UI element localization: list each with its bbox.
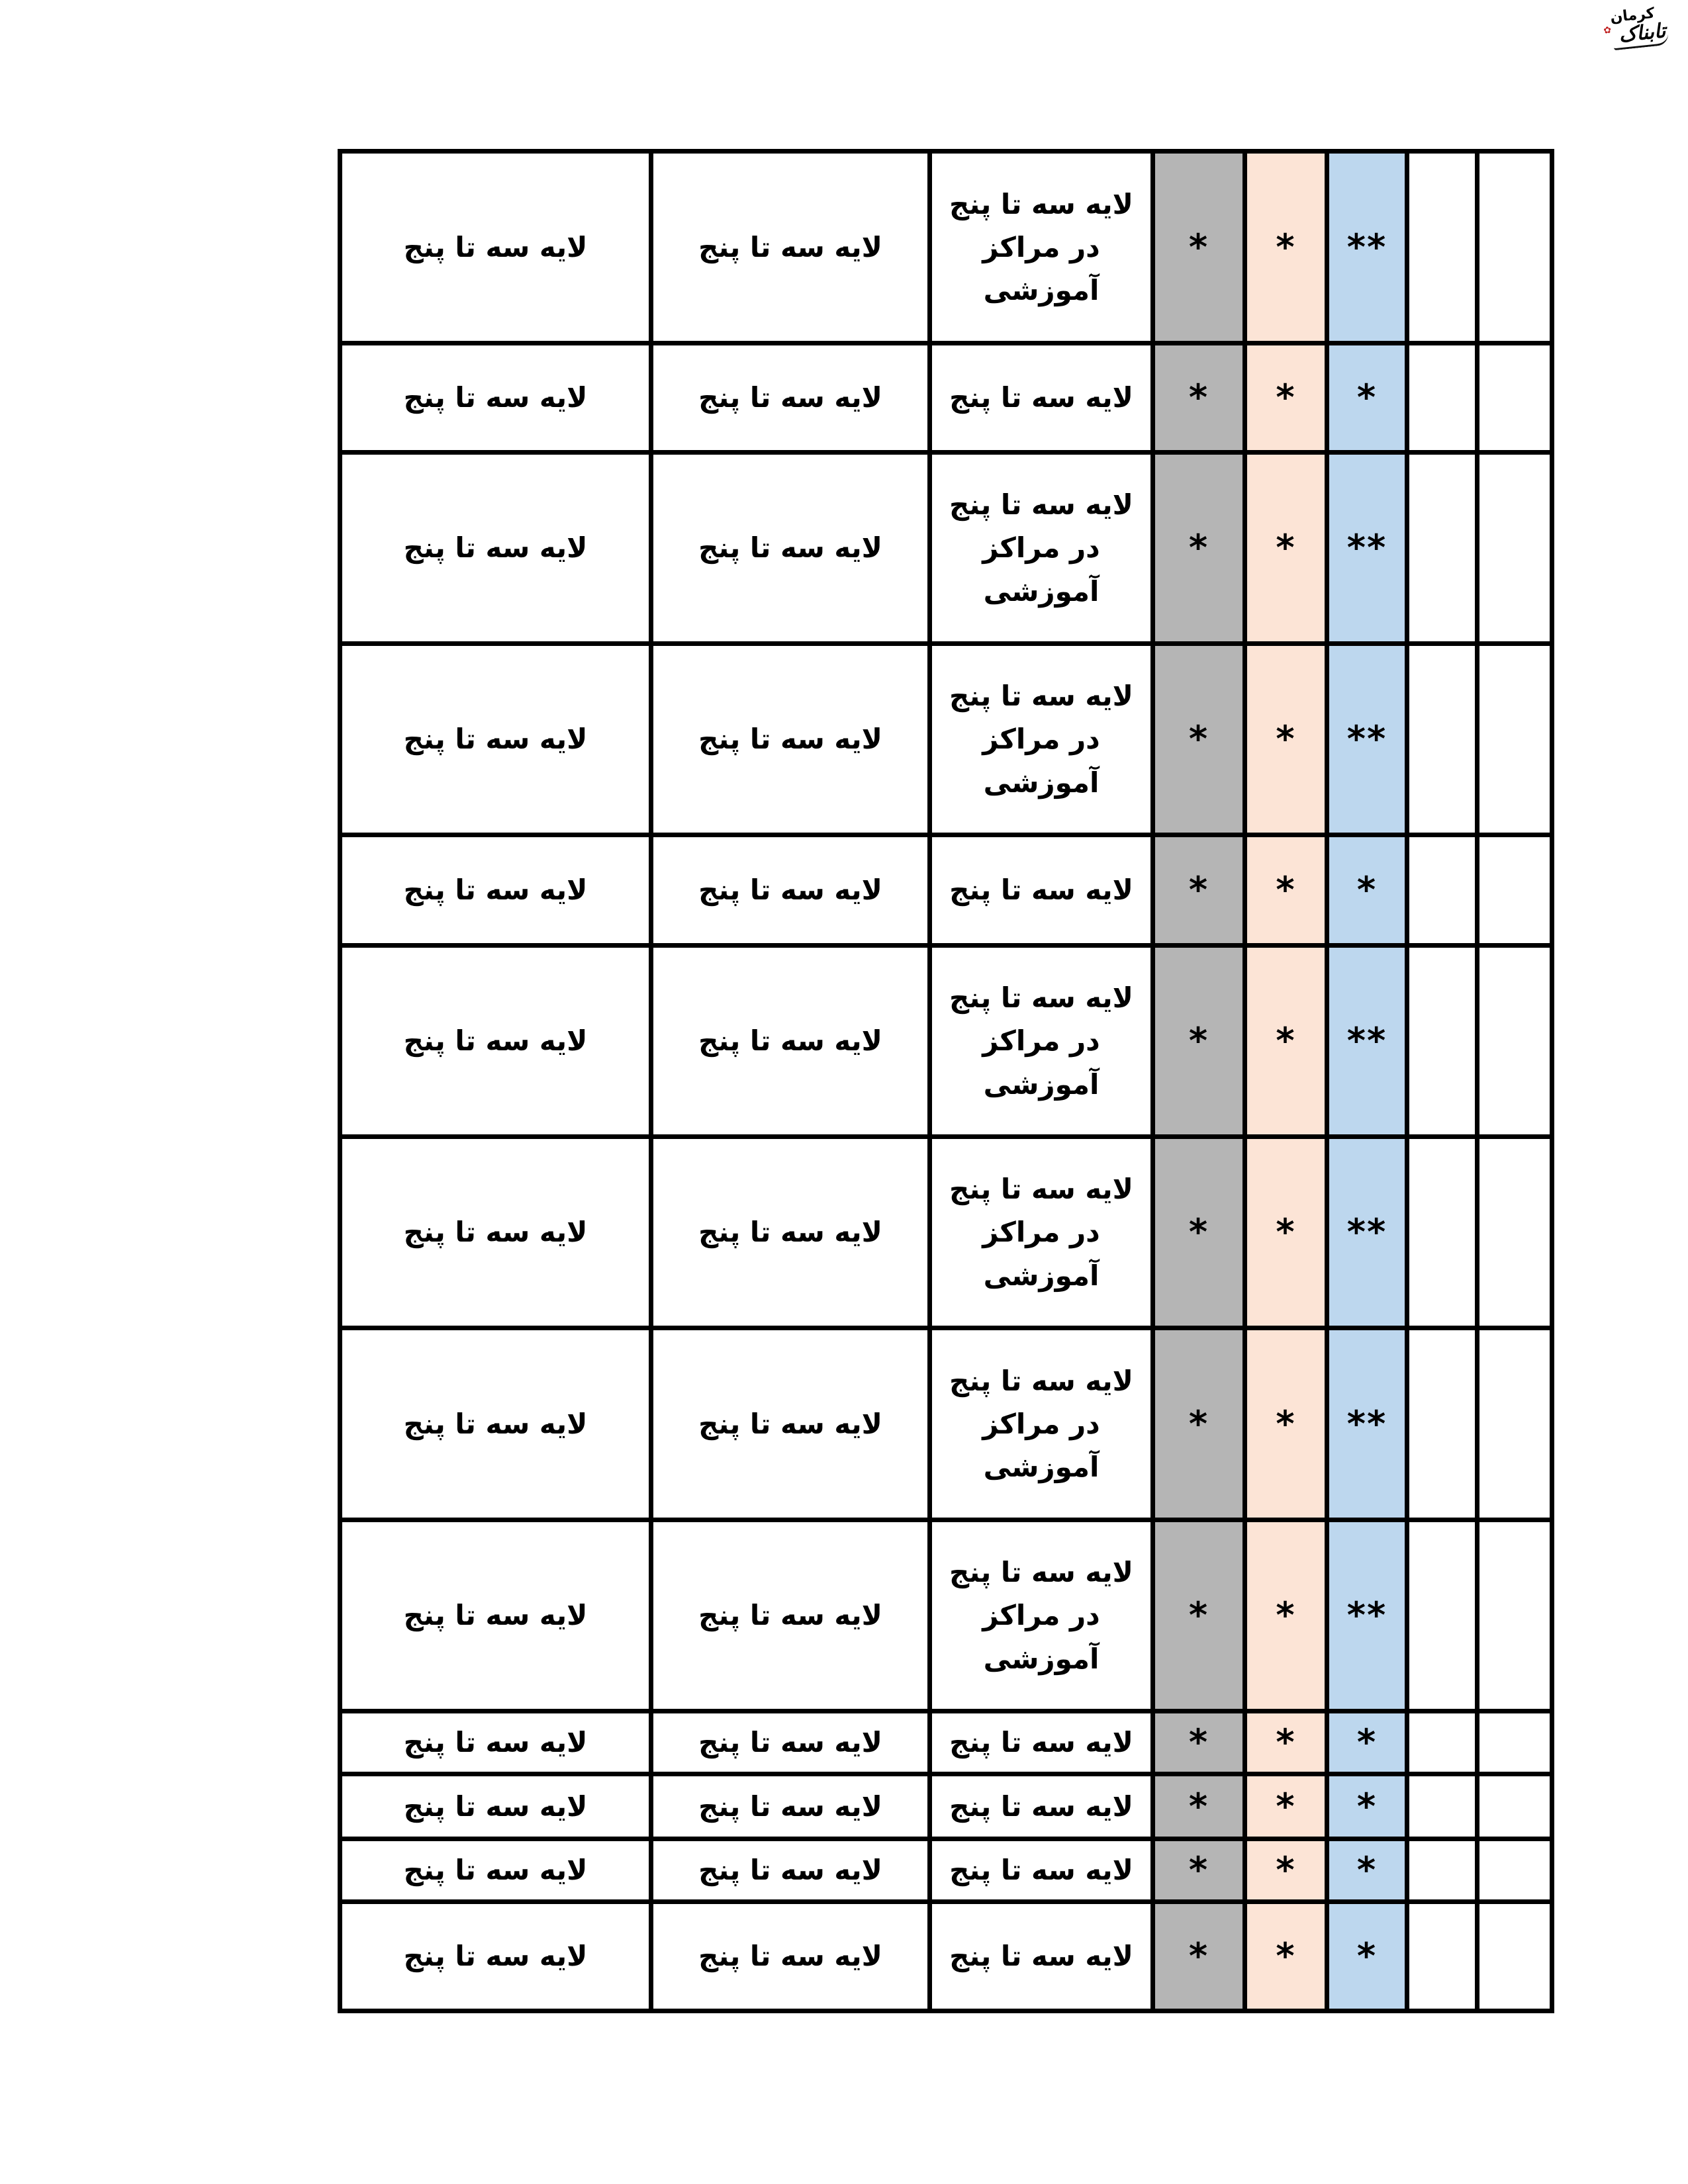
table-row: [342, 1904, 1554, 2013]
cell-text: لایه سه تا پنج: [403, 1599, 588, 1632]
cell-layer-range-centers: [932, 1841, 1155, 1904]
cell-mark-blue: **: [1329, 1522, 1409, 1713]
cell-mark-gray: *: [1155, 1713, 1247, 1776]
cell-mark-gray: *: [1155, 154, 1247, 345]
cell-mark-peach: *: [1247, 1904, 1329, 2013]
cell-layer-range-2: [653, 1904, 932, 2013]
cell-mark-gray: *: [1155, 1841, 1247, 1904]
cell-mark-blue: **: [1329, 1139, 1409, 1330]
cell-text: لایه سه تا پنج: [698, 230, 882, 263]
cell-empty-1: [1409, 154, 1479, 345]
cell-empty-1: [1409, 1330, 1479, 1522]
table-row: [342, 345, 1554, 455]
cell-text: لایه سه تا پنج: [698, 1599, 882, 1632]
cell-text: لایه سه تا پنج: [403, 381, 588, 414]
cell-empty-1: [1409, 837, 1479, 948]
cell-text: لایه سه تا پنج: [403, 531, 588, 565]
cell-text: لایه سه تا پنج: [403, 723, 588, 756]
table-row: [342, 948, 1554, 1139]
data-table: [338, 149, 1554, 2013]
table-row: [342, 1139, 1554, 1330]
cell-text: لایه سه تا پنج: [698, 1407, 882, 1440]
cell-text: لایه سه تا پنج در مراکز آموزشی: [949, 981, 1133, 1101]
cell-text: لایه سه تا پنج در مراکز آموزشی: [949, 187, 1133, 307]
cell-layer-range-1: [342, 1841, 653, 1904]
cell-text: لایه سه تا پنج: [698, 1024, 882, 1058]
cell-text: لایه سه تا پنج: [403, 1854, 588, 1887]
cell-empty-2: [1479, 1841, 1554, 1904]
cell-mark-blue: **: [1329, 455, 1409, 646]
cell-layer-range-1: [342, 646, 653, 837]
cell-text: لایه سه تا پنج: [403, 1940, 588, 1973]
cell-layer-range-2: [653, 948, 932, 1139]
table-row: [342, 455, 1554, 646]
cell-text: لایه سه تا پنج: [698, 1790, 882, 1823]
cell-text: لایه سه تا پنج: [698, 1940, 882, 1973]
cell-text: لایه سه تا پنج: [698, 1726, 882, 1759]
cell-empty-1: [1409, 1713, 1479, 1776]
cell-mark-blue: *: [1329, 1904, 1409, 2013]
cell-layer-range-1: [342, 345, 653, 455]
cell-layer-range-1: [342, 455, 653, 646]
cell-layer-range-centers: [932, 646, 1155, 837]
cell-mark-peach: *: [1247, 837, 1329, 948]
site-logo: [1595, 3, 1685, 52]
cell-mark-gray: *: [1155, 455, 1247, 646]
cell-empty-1: [1409, 455, 1479, 646]
cell-text: لایه سه تا پنج: [949, 1940, 1133, 1973]
cell-mark-gray: *: [1155, 345, 1247, 455]
cell-text: لایه سه تا پنج: [403, 1407, 588, 1440]
cell-mark-blue: *: [1329, 837, 1409, 948]
cell-layer-range-centers: [932, 1904, 1155, 2013]
cell-layer-range-centers: [932, 1522, 1155, 1713]
cell-mark-gray: *: [1155, 1522, 1247, 1713]
cell-empty-1: [1409, 1522, 1479, 1713]
cell-layer-range-2: [653, 455, 932, 646]
cell-mark-peach: *: [1247, 1330, 1329, 1522]
cell-layer-range-centers: [932, 345, 1155, 455]
cell-mark-blue: *: [1329, 1841, 1409, 1904]
cell-mark-peach: *: [1247, 154, 1329, 345]
table-row: [342, 1713, 1554, 1776]
cell-text: لایه سه تا پنج: [403, 874, 588, 907]
cell-empty-1: [1409, 1776, 1479, 1841]
cell-mark-peach: *: [1247, 1522, 1329, 1713]
cell-mark-peach: *: [1247, 1841, 1329, 1904]
cell-text: لایه سه تا پنج: [949, 1854, 1133, 1887]
cell-layer-range-centers: [932, 1713, 1155, 1776]
table-row: [342, 837, 1554, 948]
cell-mark-peach: *: [1247, 1776, 1329, 1841]
cell-layer-range-1: [342, 1713, 653, 1776]
cell-layer-range-1: [342, 154, 653, 345]
cell-text: لایه سه تا پنج در مراکز آموزشی: [949, 1556, 1133, 1675]
cell-layer-range-centers: [932, 1330, 1155, 1522]
cell-mark-gray: *: [1155, 1330, 1247, 1522]
cell-text: لایه سه تا پنج: [949, 1726, 1133, 1759]
cell-mark-peach: *: [1247, 1139, 1329, 1330]
cell-layer-range-centers: [932, 1776, 1155, 1841]
cell-empty-2: [1479, 1713, 1554, 1776]
logo-brand-text: تابناک: [1611, 21, 1669, 51]
cell-text: لایه سه تا پنج در مراکز آموزشی: [949, 1364, 1133, 1484]
cell-text: لایه سه تا پنج: [403, 230, 588, 263]
cell-empty-1: [1409, 1904, 1479, 2013]
table-row: [342, 1330, 1554, 1522]
cell-mark-peach: *: [1247, 345, 1329, 455]
cell-layer-range-2: [653, 1330, 932, 1522]
cell-empty-1: [1409, 1139, 1479, 1330]
cell-layer-range-2: [653, 345, 932, 455]
table-row: [342, 646, 1554, 837]
cell-layer-range-2: [653, 1841, 932, 1904]
cell-layer-range-1: [342, 948, 653, 1139]
cell-layer-range-centers: [932, 455, 1155, 646]
cell-mark-gray: *: [1155, 1139, 1247, 1330]
cell-mark-peach: *: [1247, 646, 1329, 837]
cell-mark-gray: *: [1155, 1776, 1247, 1841]
cell-layer-range-2: [653, 646, 932, 837]
cell-mark-peach: *: [1247, 1713, 1329, 1776]
cell-mark-blue: *: [1329, 1776, 1409, 1841]
cell-empty-2: [1479, 1330, 1554, 1522]
cell-text: لایه سه تا پنج: [698, 381, 882, 414]
cell-layer-range-centers: [932, 1139, 1155, 1330]
table-row: [342, 1841, 1554, 1904]
cell-mark-blue: **: [1329, 154, 1409, 345]
cell-text: لایه سه تا پنج: [698, 723, 882, 756]
cell-text: لایه سه تا پنج: [698, 1216, 882, 1249]
cell-text: لایه سه تا پنج: [949, 1790, 1133, 1823]
cell-layer-range-1: [342, 1522, 653, 1713]
cell-text: لایه سه تا پنج: [403, 1024, 588, 1058]
table-row: [342, 154, 1554, 345]
cell-layer-range-1: [342, 837, 653, 948]
cell-empty-1: [1409, 646, 1479, 837]
cell-text: لایه سه تا پنج: [698, 874, 882, 907]
cell-layer-range-centers: [932, 837, 1155, 948]
cell-empty-2: [1479, 154, 1554, 345]
cell-empty-1: [1409, 345, 1479, 455]
cell-layer-range-2: [653, 837, 932, 948]
table-row: [342, 1522, 1554, 1713]
cell-layer-range-1: [342, 1904, 653, 2013]
cell-mark-gray: *: [1155, 1904, 1247, 2013]
cell-text: لایه سه تا پنج: [949, 874, 1133, 907]
cell-mark-gray: *: [1155, 948, 1247, 1139]
logo-city-text: کرمان: [1609, 5, 1656, 26]
cell-text: لایه سه تا پنج: [403, 1790, 588, 1823]
cell-text: لایه سه تا پنج در مراکز آموزشی: [949, 488, 1133, 608]
cell-mark-peach: *: [1247, 948, 1329, 1139]
cell-empty-2: [1479, 1522, 1554, 1713]
cell-text: لایه سه تا پنج: [698, 1854, 882, 1887]
cell-mark-gray: *: [1155, 837, 1247, 948]
logo-flower-icon: ✿: [1603, 24, 1612, 36]
cell-mark-blue: *: [1329, 345, 1409, 455]
cell-text: لایه سه تا پنج: [949, 381, 1133, 414]
cell-empty-2: [1479, 837, 1554, 948]
cell-empty-2: [1479, 948, 1554, 1139]
cell-layer-range-1: [342, 1776, 653, 1841]
cell-empty-2: [1479, 345, 1554, 455]
cell-layer-range-centers: [932, 154, 1155, 345]
cell-layer-range-2: [653, 1522, 932, 1713]
cell-text: لایه سه تا پنج در مراکز آموزشی: [949, 680, 1133, 799]
cell-empty-1: [1409, 1841, 1479, 1904]
cell-empty-2: [1479, 1139, 1554, 1330]
table-row: [342, 1776, 1554, 1841]
cell-layer-range-2: [653, 1139, 932, 1330]
cell-text: لایه سه تا پنج: [403, 1726, 588, 1759]
cell-empty-2: [1479, 1904, 1554, 2013]
cell-empty-2: [1479, 646, 1554, 837]
cell-layer-range-1: [342, 1139, 653, 1330]
cell-layer-range-1: [342, 1330, 653, 1522]
cell-empty-1: [1409, 948, 1479, 1139]
cell-empty-2: [1479, 1776, 1554, 1841]
cell-layer-range-centers: [932, 948, 1155, 1139]
cell-mark-blue: **: [1329, 1330, 1409, 1522]
cell-mark-blue: **: [1329, 646, 1409, 837]
cell-text: لایه سه تا پنج در مراکز آموزشی: [949, 1173, 1133, 1292]
cell-mark-gray: *: [1155, 646, 1247, 837]
cell-mark-blue: **: [1329, 948, 1409, 1139]
cell-text: لایه سه تا پنج: [698, 531, 882, 565]
cell-mark-peach: *: [1247, 455, 1329, 646]
cell-layer-range-2: [653, 154, 932, 345]
cell-layer-range-2: [653, 1713, 932, 1776]
cell-empty-2: [1479, 455, 1554, 646]
cell-text: لایه سه تا پنج: [403, 1216, 588, 1249]
cell-mark-blue: *: [1329, 1713, 1409, 1776]
cell-layer-range-2: [653, 1776, 932, 1841]
